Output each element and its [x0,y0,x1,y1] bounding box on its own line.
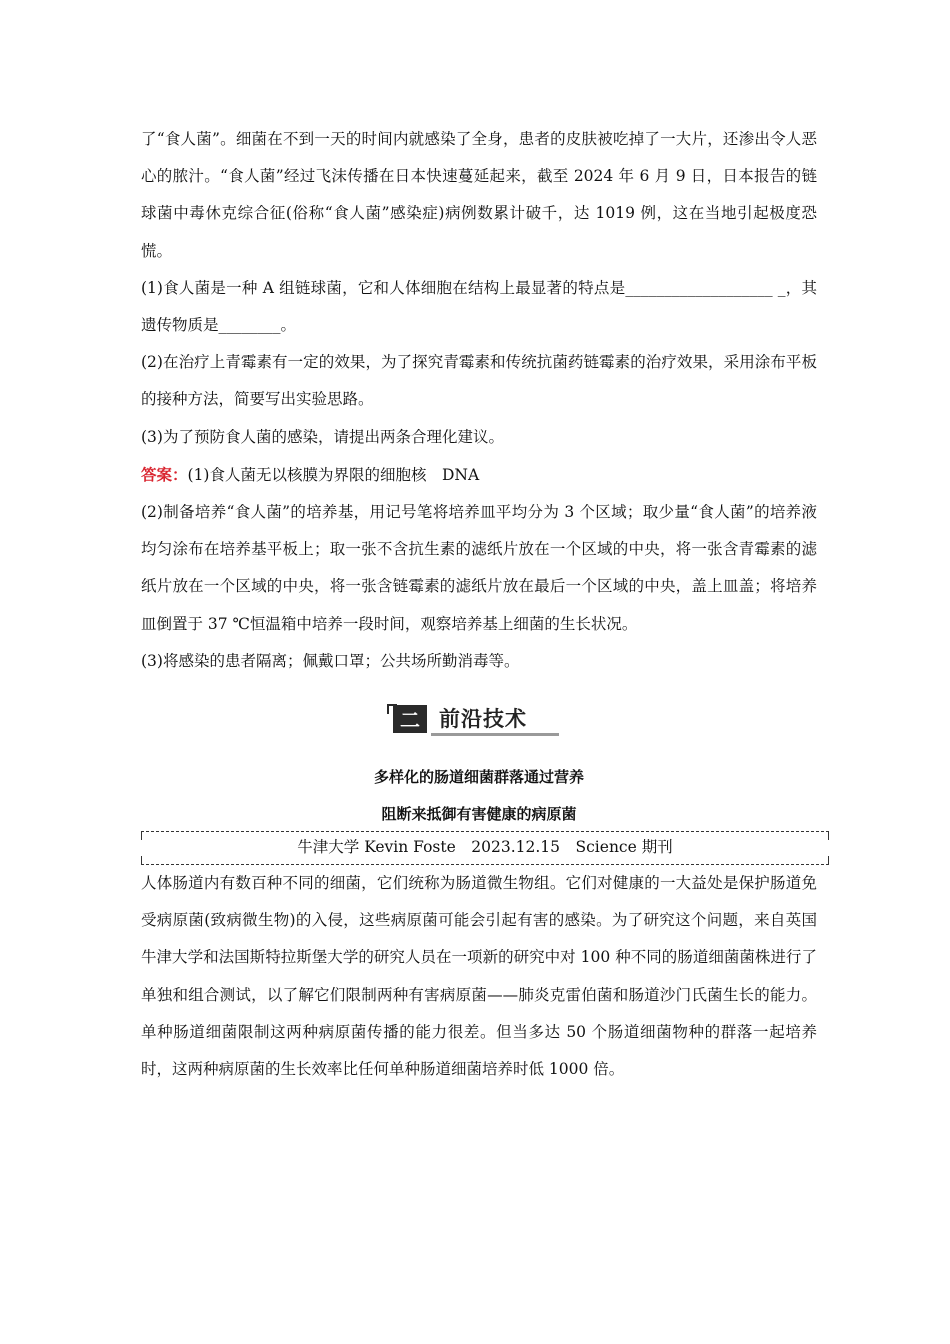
article-body: 人体肠道内有数百种不同的细菌，它们统称为肠道微生物组。它们对健康的一大益处是保护肠道免受病原菌(致病微生物)的入侵，这些病原菌可能会引起有害的感染。为了研究这个问题，来自英国牛津大学和法国斯特拉斯堡大学的研究人员在一项新的研究中对 100 种不同的肠道细菌菌株进行了单独和组合测试，以了解它们限制两种有害病原菌——肺炎克雷伯菌和肠道沙门氏菌生长的能力。单种肠道细菌限制这两种病原菌传播的能力很差。但当多达 50 个肠道细菌物种的群落一起培养时，这两种病原菌的生长效率比任何单种肠道细菌培养时低 1000 倍。 [141,874,817,1079]
answer-label: 答案： [141,464,188,484]
article-source: 牛津大学 Kevin Foste 2023.12.15 Science 期刊 [297,838,673,856]
question-1: (1)食人菌是一种 A 组链球菌，它和人体细胞在结构上最显著的特点是___________________ _，其遗传物质是________。 [141,278,817,335]
section-number-box [393,705,427,733]
question-3: (3)为了预防食人菌的感染，请提出两条合理化建议。 [141,427,504,446]
section-header [387,704,559,736]
article-source-box [141,831,829,865]
question-section [141,121,817,680]
section-underline [431,733,559,736]
article-title-line-1: 多样化的肠道细菌群落通过营养 [373,768,584,786]
article-title-line-2: 阻断来抵御有害健康的病原菌 [381,805,577,823]
section-title: 前沿技术 [439,707,527,731]
answer-3: (3)将感染的患者隔离；佩戴口罩；公共场所勤消毒等。 [141,651,520,670]
answer-1: (1)食人菌无以核膜为界限的细胞核 DNA [187,465,480,484]
answer-1-line [141,456,817,494]
section-number: 二 [395,707,425,731]
question-2: (2)在治疗上青霉素有一定的效果，为了探究青霉素和传统抗菌药链霉素的治疗效果，采用涂布平板的接种方法，简要写出实验思路。 [141,353,817,409]
article-body-section [141,865,817,1088]
answer-2: (2)制备培养“食人菌”的培养基，用记号笔将培养皿平均分为 3 个区域；取少量“食人菌”的培养液均匀涂布在培养基平板上；取一张不含抗生素的滤纸片放在一个区域的中央，将一张含青霉素的滤纸片放在一个区域的中央，将一张含链霉素的滤纸片放在最后一个区域的中央，盖上皿盖；将培养皿倒置于 37 ℃恒温箱中培养一段时间，观察培养基上细菌的生长状况。 [141,503,817,633]
story-paragraph: 了“食人菌”。细菌在不到一天的时间内就感染了全身，患者的皮肤被吃掉了一大片，还渗出令人恶心的脓汁。“食人菌”经过飞沫传播在日本快速蔓延起来，截至 2024 年 6 月 9 日，日本报告的链球菌中毒休克综合征(俗称“食人菌”感染症)病例数累计破千，达 1019 例，这在当地引起极度恐慌。 [141,130,817,260]
